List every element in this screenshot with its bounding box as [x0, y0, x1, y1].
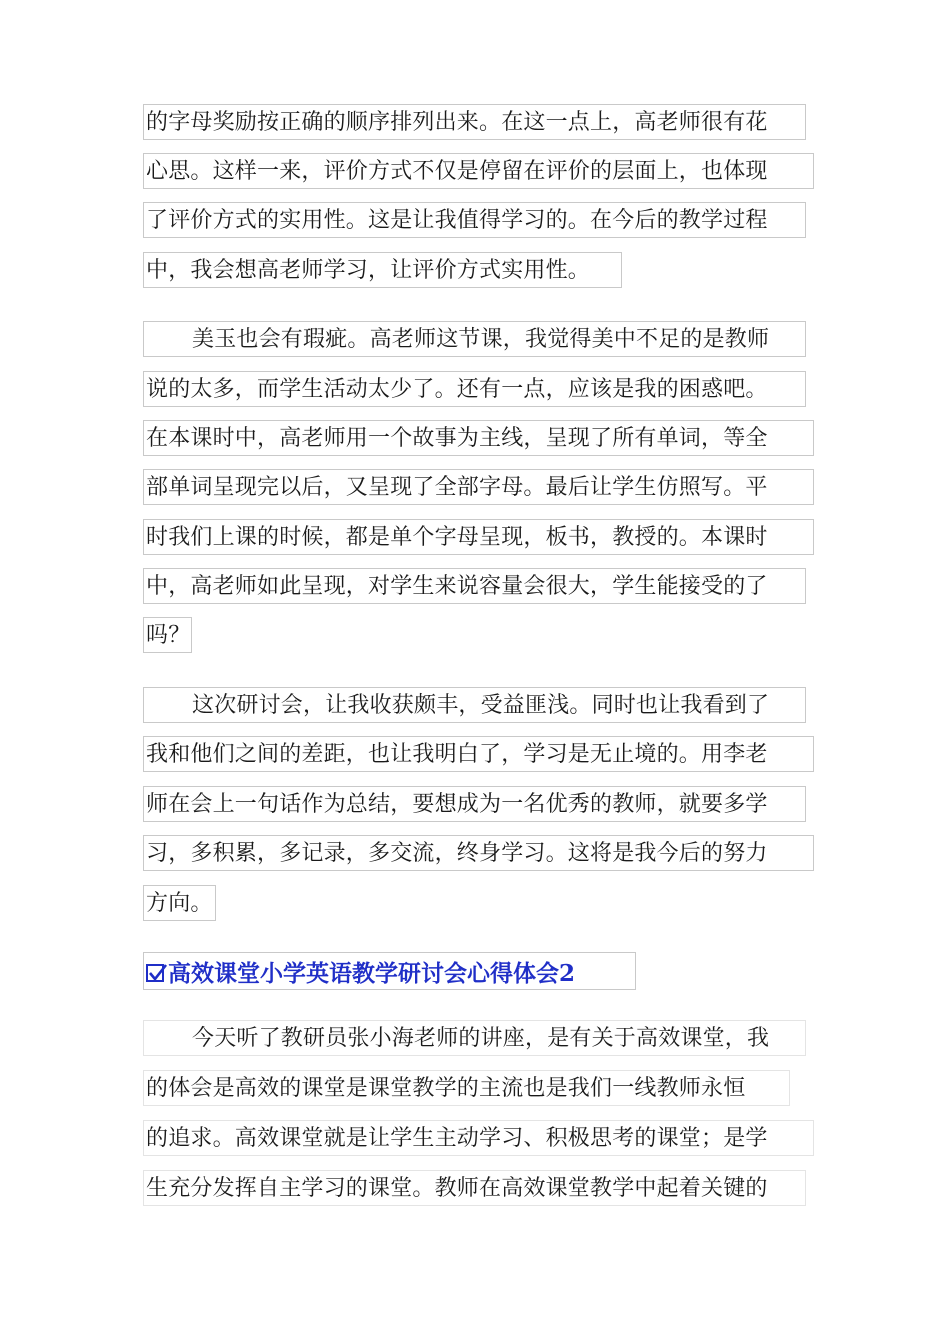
section-heading	[143, 952, 636, 990]
paragraph-2-line-7: 吗？	[143, 617, 192, 653]
paragraph-2-line-4: 部单词呈现完以后，又呈现了全部字母。最后让学生仿照写。平	[143, 469, 814, 505]
section-heading-text: 高效课堂小学英语教学研讨会心得体会2	[168, 959, 576, 987]
paragraph-3-line-3: 师在会上一句话作为总结，要想成为一名优秀的教师，就要多学	[143, 786, 806, 822]
paragraph-1-line-1: 的字母奖励按正确的顺序排列出来。在这一点上，高老师很有花	[143, 104, 806, 140]
section-paragraph-line-3: 的追求。高效课堂就是让学生主动学习、积极思考的课堂；是学	[143, 1120, 814, 1156]
paragraph-1-line-3: 了评价方式的实用性。这是让我值得学习的。在今后的教学过程	[143, 202, 806, 238]
paragraph-3-line-1: 这次研讨会，让我收获颇丰，受益匪浅。同时也让我看到了	[143, 687, 806, 723]
paragraph-2-line-3: 在本课时中，高老师用一个故事为主线，呈现了所有单词，等全	[143, 420, 814, 456]
paragraph-3-line-4: 习，多积累，多记录，多交流，终身学习。这将是我今后的努力	[143, 835, 814, 871]
section-paragraph-line-4: 生充分发挥自主学习的课堂。教师在高效课堂教学中起着关键的	[143, 1170, 806, 1206]
paragraph-2-line-1: 美玉也会有瑕疵。高老师这节课，我觉得美中不足的是教师	[143, 321, 806, 357]
paragraph-2-line-5: 时我们上课的时候，都是单个字母呈现，板书，教授的。本课时	[143, 519, 814, 555]
section-paragraph-line-2: 的体会是高效的课堂是课堂教学的主流也是我们一线教师永恒	[143, 1070, 790, 1106]
paragraph-3-line-5: 方向。	[143, 885, 216, 921]
paragraph-2-line-2: 说的太多，而学生活动太少了。还有一点，应该是我的困惑吧。	[143, 371, 806, 407]
paragraph-1-line-2: 心思。这样一来，评价方式不仅是停留在评价的层面上，也体现	[143, 153, 814, 189]
paragraph-2-line-6: 中，高老师如此呈现，对学生来说容量会很大，学生能接受的了	[143, 568, 806, 604]
paragraph-3-line-2: 我和他们之间的差距，也让我明白了，学习是无止境的。用李老	[143, 736, 814, 772]
paragraph-1-line-4: 中，我会想高老师学习，让评价方式实用性。	[143, 252, 622, 288]
checkbox-checked-icon	[146, 964, 164, 982]
section-paragraph-line-1: 今天听了教研员张小海老师的讲座，是有关于高效课堂，我	[143, 1020, 806, 1056]
